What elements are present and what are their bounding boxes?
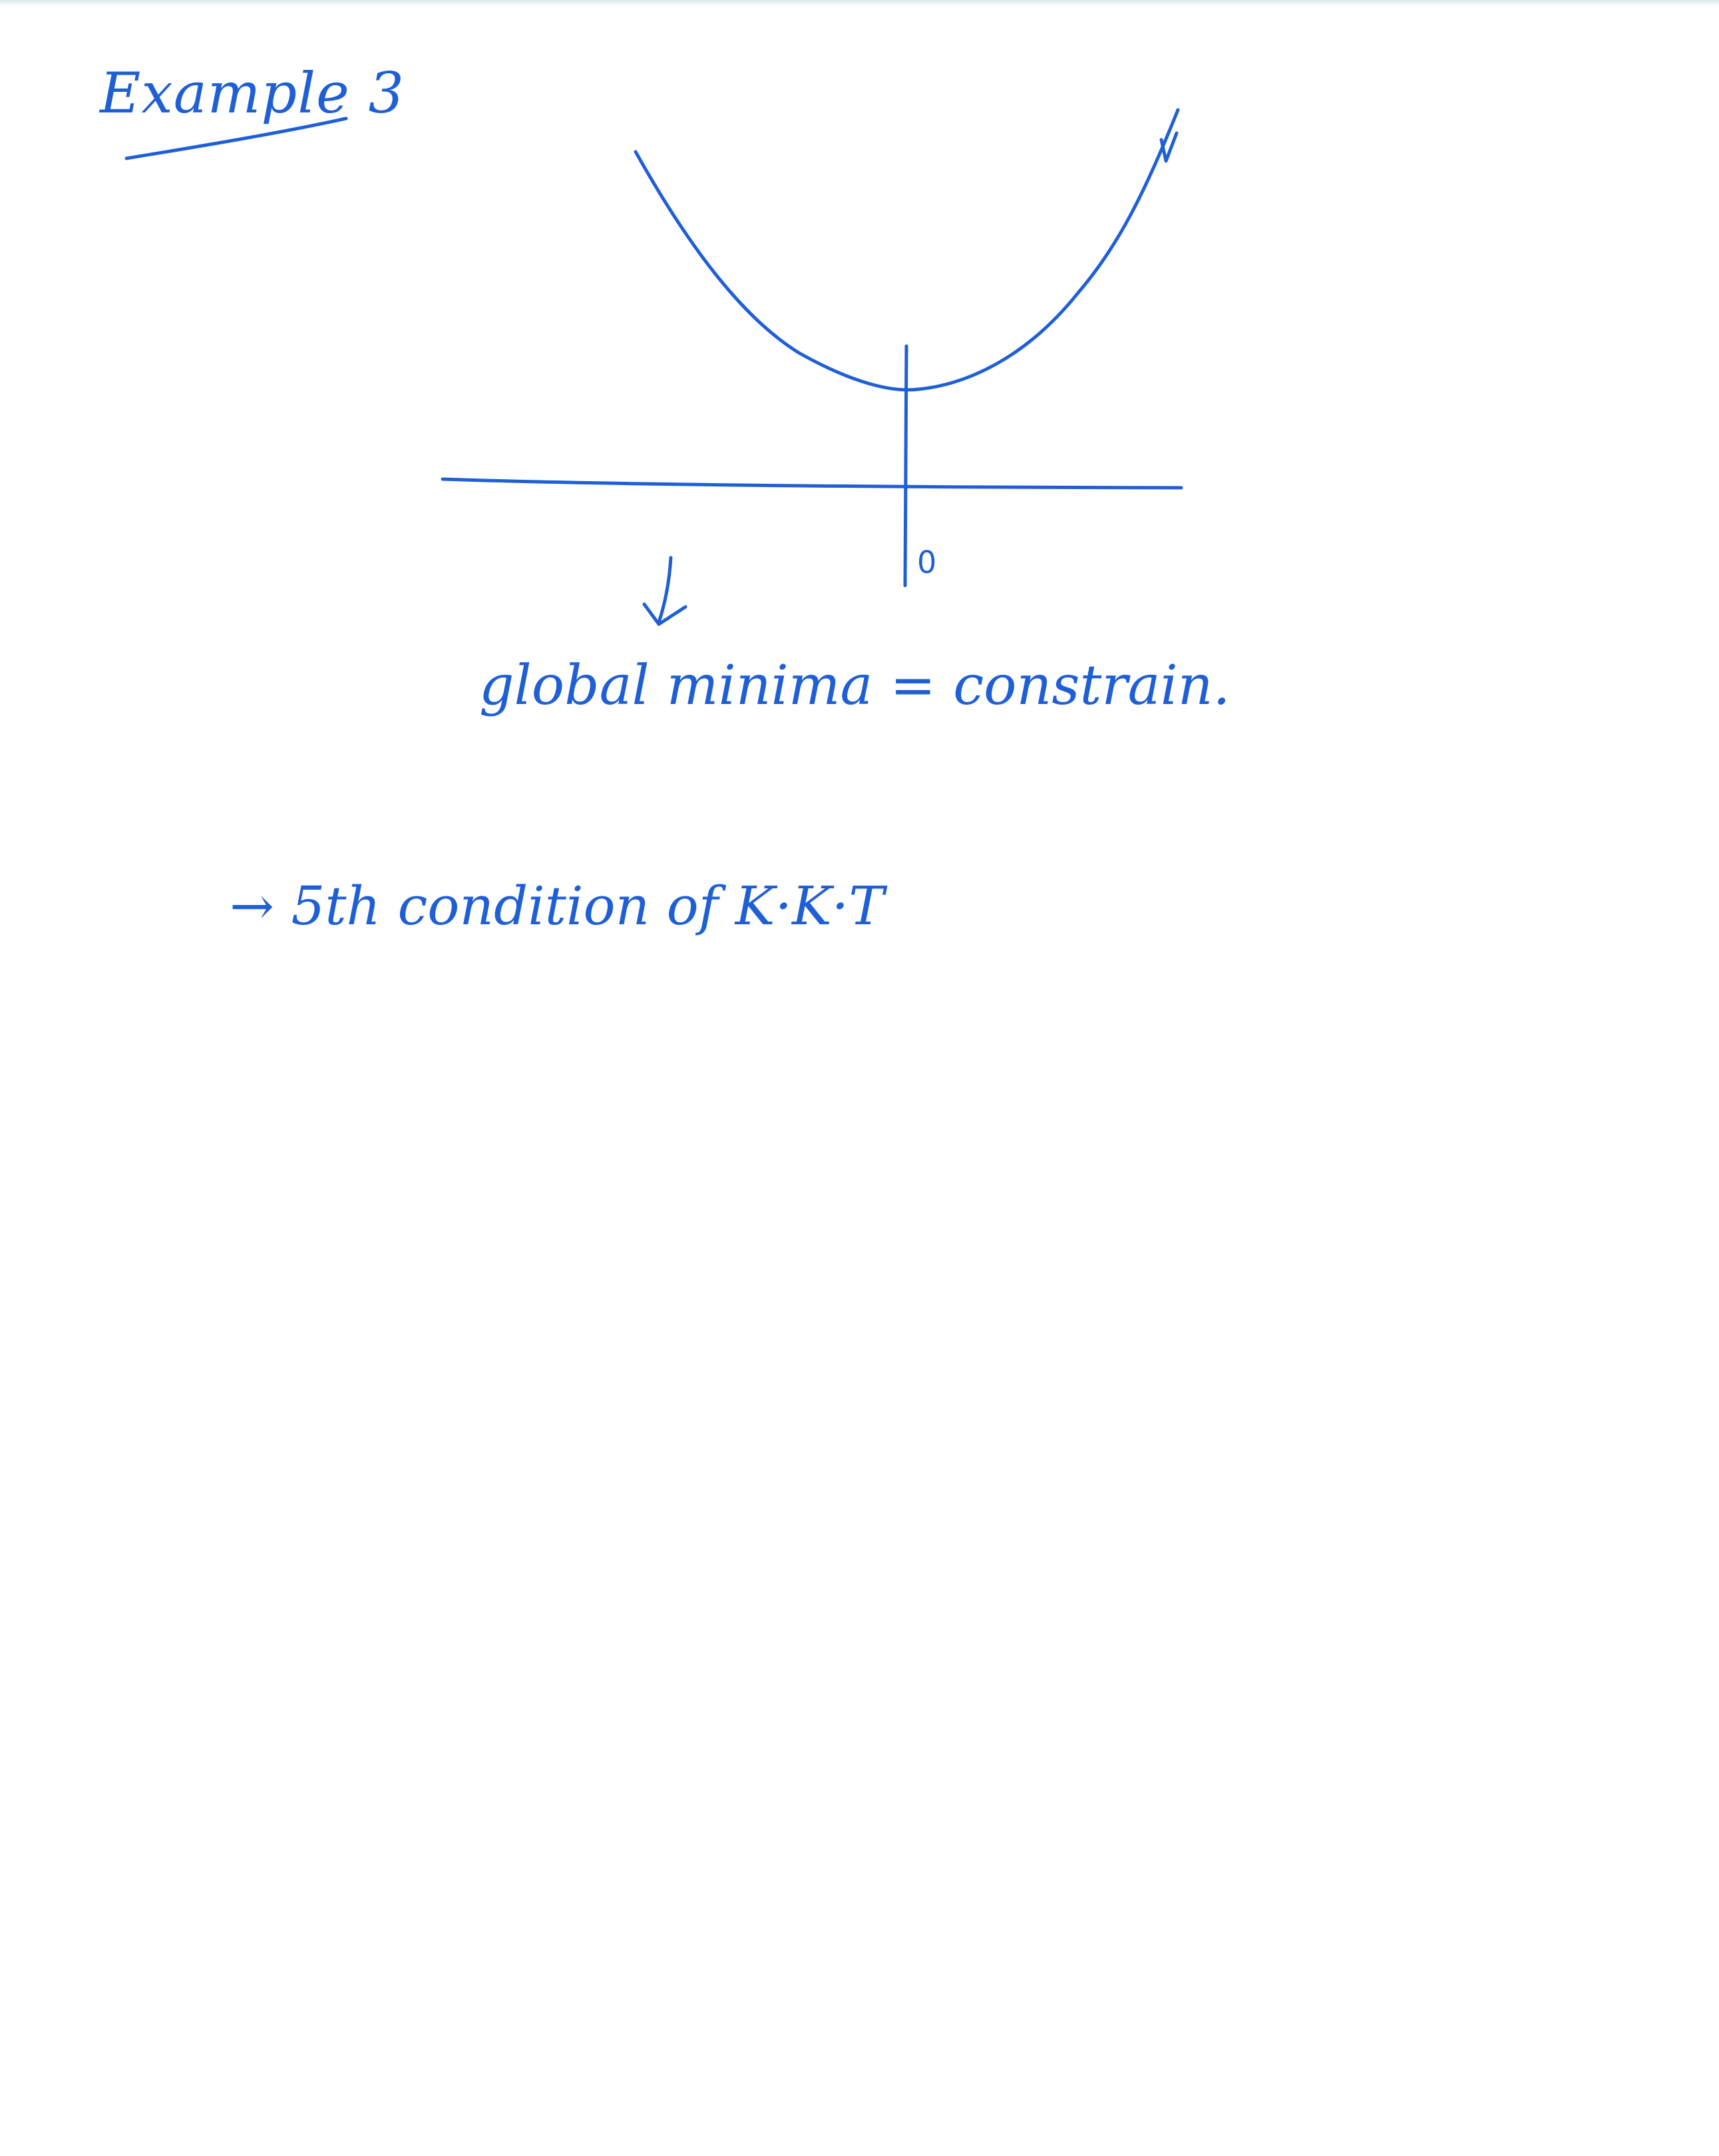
y-axis <box>905 346 906 586</box>
note-title: Example 3 <box>100 61 405 126</box>
curve-end-tick <box>1161 133 1177 161</box>
x-axis <box>443 479 1181 488</box>
kkt-condition-line: → 5th condition of K·K·T <box>230 875 884 937</box>
down-arrow-shaft <box>659 558 671 622</box>
minima-caption: global minima = constrain. <box>479 654 1231 717</box>
axis-origin-label: 0 <box>917 544 937 580</box>
